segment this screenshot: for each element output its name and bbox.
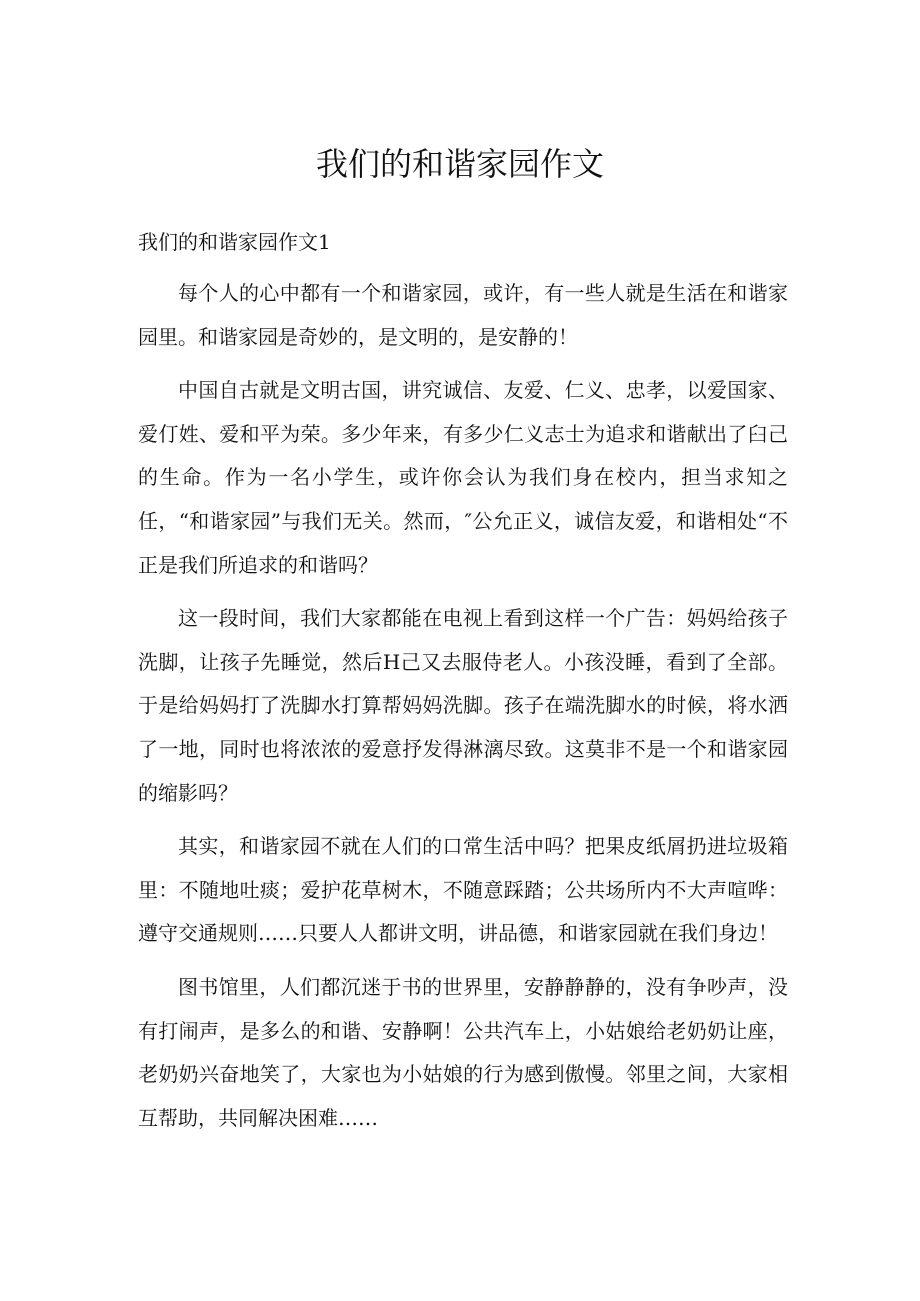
paragraph: 其实，和谐家园不就在人们的口常生活中吗？把果皮纸屑扔进垃圾箱里：不随地吐痰；爱护花草树木，不随意踩踏；公共场所内不大声喧哗：遵守交通规则……只要人人都讲文明，讲品德，和谐家园就在我们身边！ (138, 834, 788, 946)
paragraph: 中国自古就是文明古国，讲究诚信、友爱、仁义、忠孝，以爱国家、爱仃姓、爱和平为荣。多少年来，有多少仁义志士为追求和谐献出了臼己的生命。作为一名小学生，或许你会认为我们身在校内，担当求知之任，“和谐家园”与我们无关。然而，″公允正义，诚信友爱，和谐相处“不正是我们所追求的和谐吗？ (138, 378, 788, 577)
essay-body (138, 272, 788, 1150)
paragraph: 每个人的心中都有一个和谐家园，或许，有一些人就是生活在和谐家园里。和谐家园是奇妙的，是文明的，是安静的！ (138, 281, 788, 349)
essay-heading: 我们的和谐家园作文1 (138, 230, 331, 254)
paragraph: 这一段时间，我们大家都能在电视上看到这样一个广告：妈妈给孩子洗脚，让孩子先睡觉，然后H己又去服侍老人。小孩没睡，看到了全部。于是给妈妈打了洗脚水打算帮妈妈洗脚。孩子在端洗脚水的时候，将水洒了一地，同时也将浓浓的爱意抒发得淋漓尽致。这莫非不是一个和谐家园的缩影吗？ (138, 606, 788, 805)
document-title: 我们的和谐家园作文 (315, 145, 604, 183)
paragraph: 图书馆里，人们都沉迷于书的世界里，安静静静的，没有争吵声，没有打闹声，是多么的和谐、安静啊！公共汽车上，小姑娘给老奶奶让座，老奶奶兴奋地笑了，大家也为小姑娘的行为感到傲慢。邻里之间，大家相互帮助，共同解决困难…… (138, 974, 788, 1130)
